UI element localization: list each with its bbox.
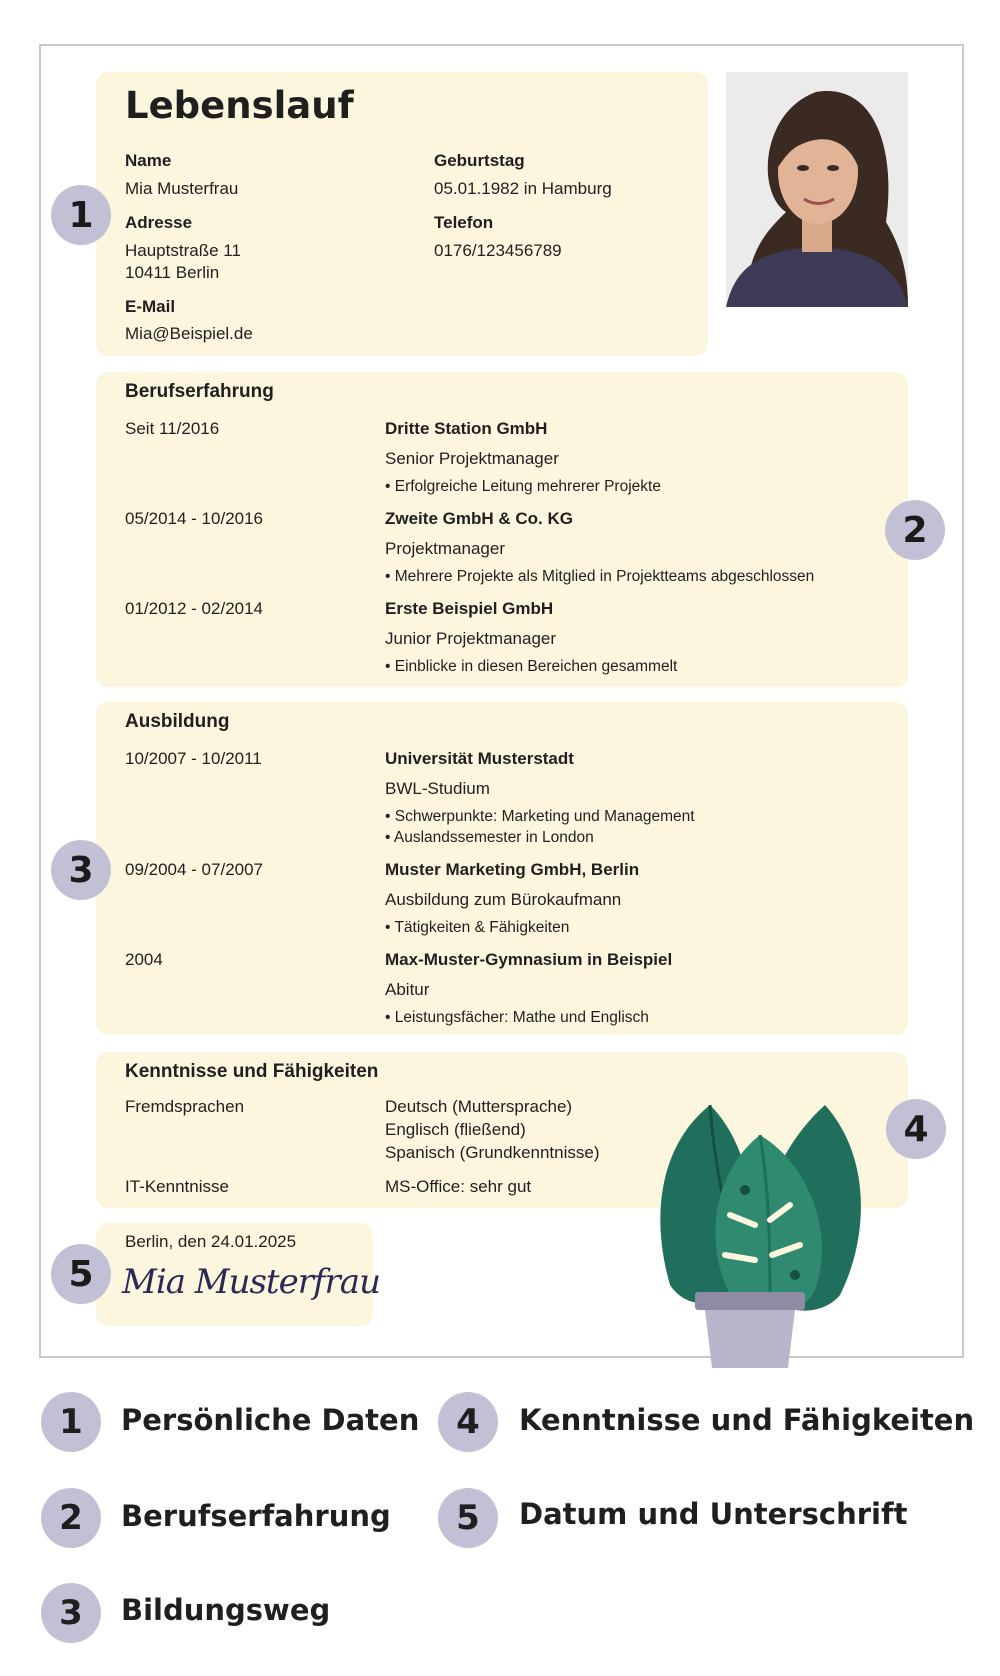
marker-personal: 1 [51, 185, 111, 245]
exp-role: Junior Projektmanager [385, 629, 557, 648]
edu-org: Universität Musterstadt [385, 749, 574, 768]
signature: Mia Musterfrau [122, 1262, 380, 1302]
edu-date: 2004 [125, 950, 163, 969]
phone-value: 0176/123456789 [434, 241, 562, 260]
legend-number: 3 [41, 1583, 101, 1643]
legend-label: Datum und Unterschrift [519, 1497, 908, 1531]
experience-heading: Berufserfahrung [125, 381, 274, 402]
exp-org: Erste Beispiel GmbH [385, 599, 554, 618]
profile-photo [726, 72, 908, 307]
exp-date: Seit 11/2016 [125, 419, 220, 438]
marker-skills: 4 [886, 1099, 946, 1159]
portrait-illustration [726, 72, 908, 307]
exp-bullet: • Mehrere Projekte als Mitglied in Projektteams abgeschlossen [385, 568, 815, 585]
email-value: Mia@Beispiel.de [125, 324, 253, 343]
language-item: Spanisch (Grundkenntnisse) [385, 1143, 600, 1162]
exp-date: 05/2014 - 10/2016 [125, 509, 264, 528]
address-line2: 10411 Berlin [125, 263, 220, 282]
edu-date: 10/2007 - 10/2011 [125, 749, 262, 768]
skills-heading: Kenntnisse und Fähigkeiten [125, 1061, 379, 1082]
place-date: Berlin, den 24.01.2025 [125, 1232, 297, 1251]
monstera-plant-illustration [650, 1095, 870, 1373]
legend-number: 1 [41, 1392, 101, 1452]
exp-role: Senior Projektmanager [385, 449, 559, 468]
edu-role: Ausbildung zum Bürokaufmann [385, 890, 622, 909]
legend-label: Kenntnisse und Fähigkeiten [519, 1403, 975, 1437]
edu-org: Muster Marketing GmbH, Berlin [385, 860, 640, 879]
legend-number: 4 [438, 1392, 498, 1452]
name-label: Name [125, 151, 172, 170]
edu-role: Abitur [385, 980, 430, 999]
language-item: Deutsch (Muttersprache) [385, 1097, 573, 1116]
birthday-value: 05.01.1982 in Hamburg [434, 179, 612, 198]
edu-bullet: • Schwerpunkte: Marketing und Management [385, 808, 695, 825]
exp-bullet: • Einblicke in diesen Bereichen gesammelt [385, 658, 678, 675]
languages-label: Fremdsprachen [125, 1097, 245, 1116]
birthday-label: Geburtstag [434, 151, 525, 170]
it-value: MS-Office: sehr gut [385, 1177, 532, 1196]
edu-bullet: • Leistungsfächer: Mathe und Englisch [385, 1009, 649, 1026]
legend-number: 2 [41, 1488, 101, 1548]
edu-role: BWL-Studium [385, 779, 490, 798]
edu-date: 09/2004 - 07/2007 [125, 860, 264, 879]
exp-bullet: • Erfolgreiche Leitung mehrerer Projekte [385, 478, 661, 495]
address-line1: Hauptstraße 11 [125, 241, 241, 260]
edu-bullet: • Auslandssemester in London [385, 829, 594, 846]
marker-education: 3 [51, 840, 111, 900]
it-label: IT-Kenntnisse [125, 1177, 229, 1196]
address-label: Adresse [125, 213, 193, 232]
legend-number: 5 [438, 1488, 498, 1548]
legend-label: Berufserfahrung [121, 1499, 391, 1533]
education-heading: Ausbildung [125, 711, 230, 732]
marker-experience: 2 [885, 500, 945, 560]
exp-org: Zweite GmbH & Co. KG [385, 509, 573, 528]
exp-role: Projektmanager [385, 539, 506, 558]
legend-label: Persönliche Daten [121, 1403, 420, 1437]
language-item: Englisch (fließend) [385, 1120, 526, 1139]
name-value: Mia Musterfrau [125, 179, 239, 198]
exp-date: 01/2012 - 02/2014 [125, 599, 264, 618]
marker-closing: 5 [51, 1244, 111, 1304]
edu-org: Max-Muster-Gymnasium in Beispiel [385, 950, 673, 969]
phone-label: Telefon [434, 213, 494, 232]
legend-label: Bildungsweg [121, 1593, 331, 1627]
email-label: E-Mail [125, 297, 176, 316]
edu-bullet: • Tätigkeiten & Fähigkeiten [385, 919, 570, 936]
cv-title: Lebenslauf [125, 84, 354, 127]
exp-org: Dritte Station GmbH [385, 419, 548, 438]
